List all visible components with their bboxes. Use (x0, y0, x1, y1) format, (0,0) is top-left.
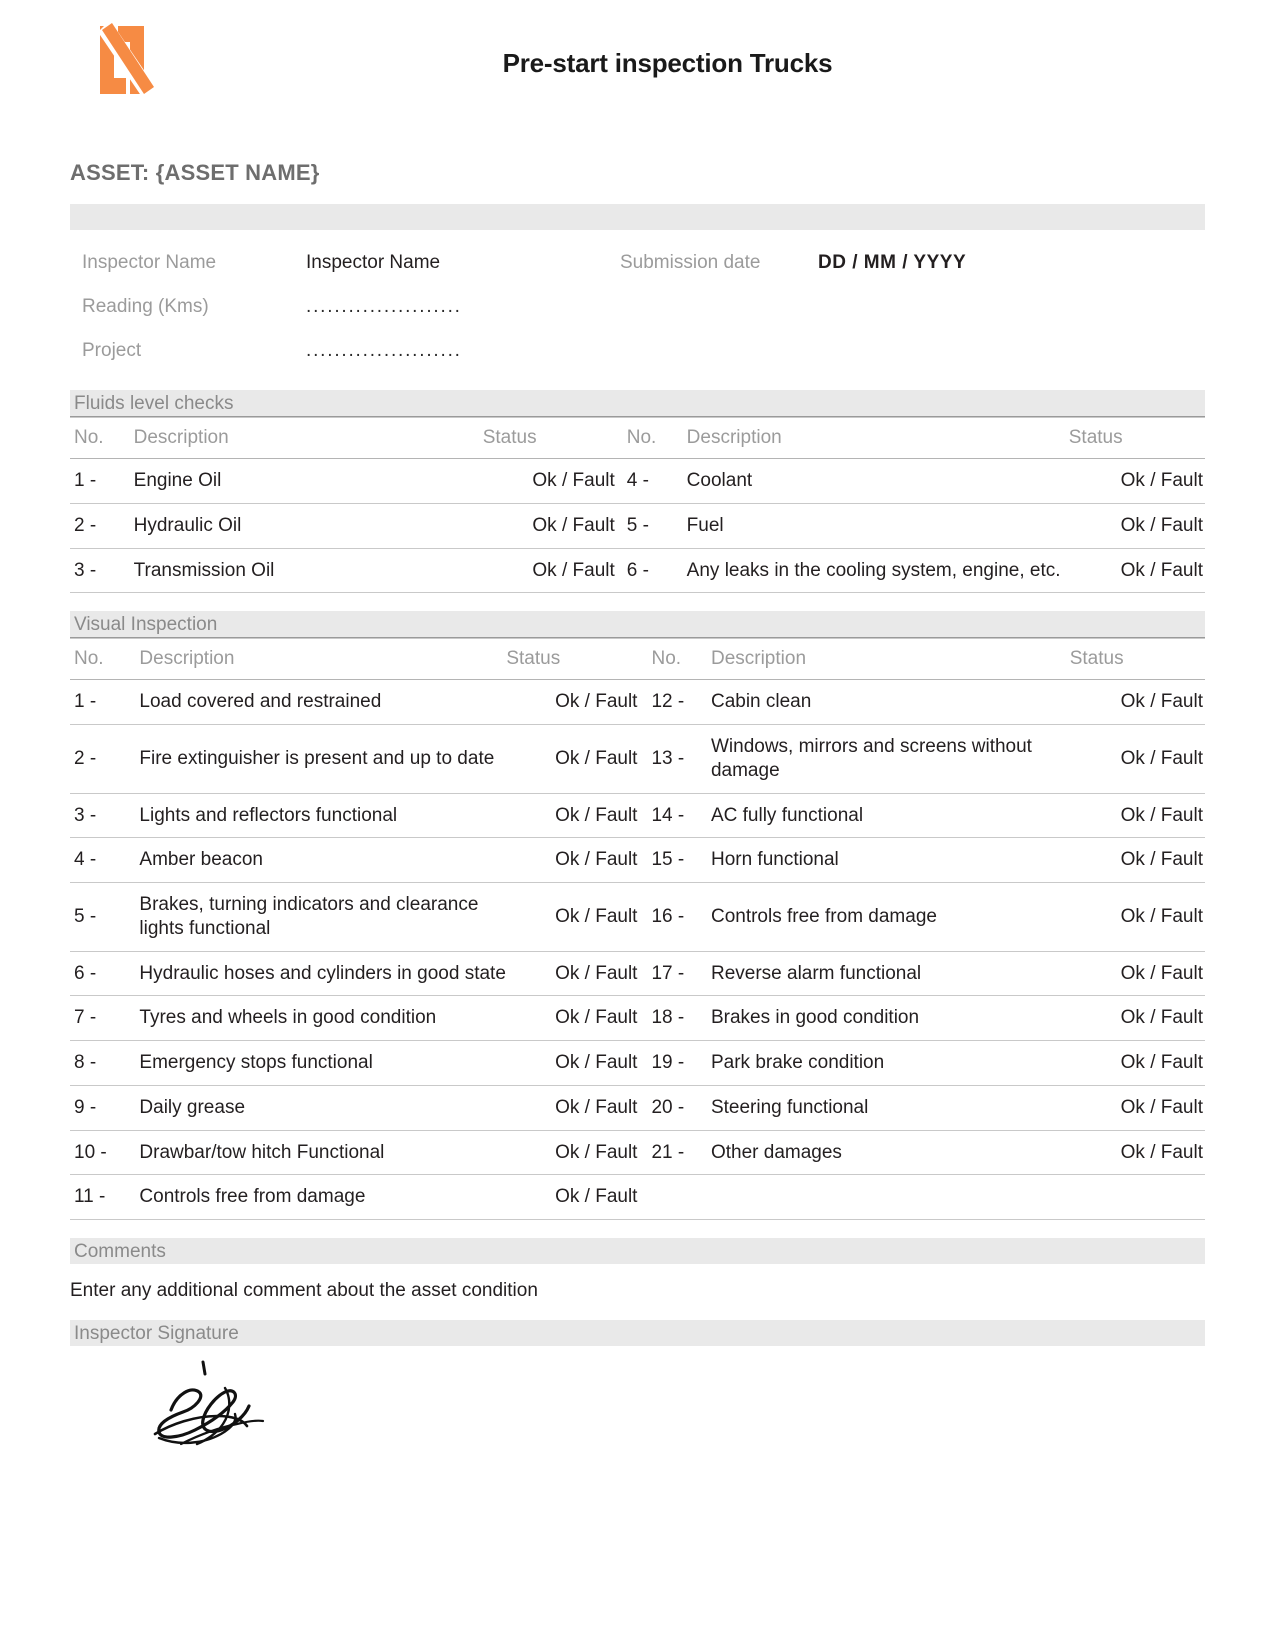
table-row (70, 503, 1205, 548)
table-row (70, 996, 1205, 1041)
page-title: Pre-start inspection Trucks (502, 48, 833, 78)
row-no-left: 1 - (70, 680, 129, 725)
fluids-col-status-left: Status (483, 418, 615, 459)
fluids-header-row (70, 418, 1205, 459)
row-desc-left: Daily grease (129, 1085, 506, 1130)
row-status-left[interactable]: Ok / Fault (506, 1175, 637, 1220)
row-status-right[interactable]: Ok / Fault (1070, 838, 1205, 883)
row-no-left: 3 - (70, 548, 124, 593)
row-desc-left: Brakes, turning indicators and clearance lights functional (129, 883, 506, 952)
row-status-left[interactable]: Ok / Fault (506, 951, 637, 996)
row-desc-right: Steering functional (701, 1085, 1070, 1130)
row-desc-right: Cabin clean (701, 680, 1070, 725)
fluids-checks-table (70, 416, 1205, 593)
info-section-band (70, 204, 1205, 230)
row-desc-left: Amber beacon (129, 838, 506, 883)
visual-col-status-left: Status (506, 639, 637, 680)
table-row (70, 838, 1205, 883)
row-desc-left: Emergency stops functional (129, 1041, 506, 1086)
row-desc-left: Fire extinguisher is present and up to date (129, 725, 506, 794)
section-band-signature (70, 1320, 1205, 1346)
visual-header-row (70, 639, 1205, 680)
row-status-right[interactable]: Ok / Fault (1070, 725, 1205, 794)
row-no-left: 8 - (70, 1041, 129, 1086)
fluids-col-status-right: Status (1069, 418, 1205, 459)
section-title-comments: Comments (74, 1240, 166, 1262)
row-desc-left: Controls free from damage (129, 1175, 506, 1220)
row-status-right[interactable]: Ok / Fault (1070, 793, 1205, 838)
row-desc-left: Lights and reflectors functional (129, 793, 506, 838)
row-status-left[interactable]: Ok / Fault (506, 838, 637, 883)
table-row (70, 548, 1205, 593)
row-status-right[interactable]: Ok / Fault (1070, 996, 1205, 1041)
table-row (70, 459, 1205, 504)
table-row (70, 793, 1205, 838)
row-no-right: 18 - (637, 996, 701, 1041)
row-desc-left: Hydraulic hoses and cylinders in good state (129, 951, 506, 996)
asset-name-heading: ASSET: {ASSET NAME} (70, 160, 320, 185)
row-no-left: 11 - (70, 1175, 129, 1220)
section-title-fluids: Fluids level checks (74, 392, 234, 414)
row-no-right: 14 - (637, 793, 701, 838)
document-header (70, 0, 1205, 130)
visual-col-desc-left: Description (129, 639, 506, 680)
row-no-left: 10 - (70, 1130, 129, 1175)
row-no-right: 6 - (615, 548, 677, 593)
project-label: Project (82, 340, 142, 361)
reading-kms-value[interactable]: ...................... (306, 296, 462, 317)
row-no-right: 19 - (637, 1041, 701, 1086)
table-row (70, 680, 1205, 725)
section-title-signature: Inspector Signature (74, 1322, 239, 1344)
row-status-left[interactable]: Ok / Fault (483, 459, 615, 504)
visual-col-no-right: No. (637, 639, 701, 680)
signature-area[interactable] (70, 1352, 1205, 1472)
row-desc-right: AC fully functional (701, 793, 1070, 838)
row-status-left[interactable]: Ok / Fault (483, 503, 615, 548)
table-row (70, 1130, 1205, 1175)
row-status-left[interactable]: Ok / Fault (506, 996, 637, 1041)
row-status-right[interactable]: Ok / Fault (1070, 1041, 1205, 1086)
row-no-right: 12 - (637, 680, 701, 725)
comments-placeholder[interactable]: Enter any additional comment about the asset condition (70, 1280, 538, 1301)
row-desc-right: Any leaks in the cooling system, engine, etc. (677, 548, 1069, 593)
row-no-left: 5 - (70, 883, 129, 952)
project-value[interactable]: ...................... (306, 340, 462, 361)
row-desc-right (701, 1175, 1070, 1220)
row-status-right[interactable]: Ok / Fault (1070, 951, 1205, 996)
row-status-left[interactable]: Ok / Fault (506, 1041, 637, 1086)
row-desc-right: Controls free from damage (701, 883, 1070, 952)
row-no-right (637, 1175, 701, 1220)
row-no-right: 17 - (637, 951, 701, 996)
visual-col-no-left: No. (70, 639, 129, 680)
row-status-right[interactable]: Ok / Fault (1069, 548, 1205, 593)
fluids-col-desc-left: Description (124, 418, 483, 459)
row-desc-left: Tyres and wheels in good condition (129, 996, 506, 1041)
row-desc-right: Brakes in good condition (701, 996, 1070, 1041)
row-status-right[interactable]: Ok / Fault (1070, 1085, 1205, 1130)
row-status-right[interactable]: Ok / Fault (1070, 883, 1205, 952)
visual-col-status-right: Status (1070, 639, 1205, 680)
row-desc-right: Reverse alarm functional (701, 951, 1070, 996)
row-desc-right: Park brake condition (701, 1041, 1070, 1086)
row-no-right: 13 - (637, 725, 701, 794)
info-row-inspector (70, 252, 1205, 296)
row-no-right: 16 - (637, 883, 701, 952)
row-status-right[interactable]: Ok / Fault (1069, 459, 1205, 504)
table-row (70, 1041, 1205, 1086)
row-status-right[interactable]: Ok / Fault (1070, 680, 1205, 725)
fluids-col-no-left: No. (70, 418, 124, 459)
row-desc-left: Engine Oil (124, 459, 483, 504)
row-status-left[interactable]: Ok / Fault (506, 725, 637, 794)
row-desc-right: Horn functional (701, 838, 1070, 883)
table-row (70, 1085, 1205, 1130)
handwritten-signature-icon (125, 1358, 315, 1468)
visual-col-desc-right: Description (701, 639, 1070, 680)
info-row-reading (70, 296, 1205, 340)
row-status-right[interactable]: Ok / Fault (1070, 1130, 1205, 1175)
reading-kms-label: Reading (Kms) (82, 296, 209, 317)
row-no-left: 1 - (70, 459, 124, 504)
row-no-left: 9 - (70, 1085, 129, 1130)
row-desc-right: Fuel (677, 503, 1069, 548)
row-no-left: 7 - (70, 996, 129, 1041)
fluids-col-no-right: No. (615, 418, 677, 459)
section-band-visual (70, 611, 1205, 637)
info-row-project (70, 340, 1205, 384)
row-no-left: 2 - (70, 725, 129, 794)
row-status-left[interactable]: Ok / Fault (506, 680, 637, 725)
row-no-right: 4 - (615, 459, 677, 504)
row-no-left: 3 - (70, 793, 129, 838)
visual-inspection-table (70, 637, 1205, 1220)
row-no-right: 15 - (637, 838, 701, 883)
row-no-right: 20 - (637, 1085, 701, 1130)
table-row (70, 951, 1205, 996)
table-row (70, 883, 1205, 952)
row-desc-right: Windows, mirrors and screens without damage (701, 725, 1070, 794)
fluids-col-desc-right: Description (677, 418, 1069, 459)
row-status-left[interactable]: Ok / Fault (506, 883, 637, 952)
row-desc-left: Transmission Oil (124, 548, 483, 593)
row-desc-left: Hydraulic Oil (124, 503, 483, 548)
inspector-name-value[interactable]: Inspector Name (306, 252, 441, 273)
row-desc-right: Coolant (677, 459, 1069, 504)
row-status-left[interactable]: Ok / Fault (506, 1085, 637, 1130)
section-band-fluids (70, 390, 1205, 416)
row-no-left: 2 - (70, 503, 124, 548)
table-row (70, 1175, 1205, 1220)
submission-date-value[interactable]: DD / MM / YYYY (818, 252, 967, 273)
row-status-right[interactable] (1070, 1175, 1205, 1220)
row-desc-left: Load covered and restrained (129, 680, 506, 725)
row-no-left: 4 - (70, 838, 129, 883)
inspection-info-block (70, 252, 1205, 372)
row-desc-left: Drawbar/tow hitch Functional (129, 1130, 506, 1175)
row-status-right[interactable]: Ok / Fault (1069, 503, 1205, 548)
row-status-left[interactable]: Ok / Fault (483, 548, 615, 593)
row-no-right: 5 - (615, 503, 677, 548)
row-no-right: 21 - (637, 1130, 701, 1175)
row-status-left[interactable]: Ok / Fault (506, 1130, 637, 1175)
table-row (70, 725, 1205, 794)
row-desc-right: Other damages (701, 1130, 1070, 1175)
section-band-comments (70, 1238, 1205, 1264)
row-no-left: 6 - (70, 951, 129, 996)
submission-date-label: Submission date (620, 252, 761, 273)
inspector-name-label: Inspector Name (82, 252, 217, 273)
section-title-visual: Visual Inspection (74, 613, 218, 635)
row-status-left[interactable]: Ok / Fault (506, 793, 637, 838)
